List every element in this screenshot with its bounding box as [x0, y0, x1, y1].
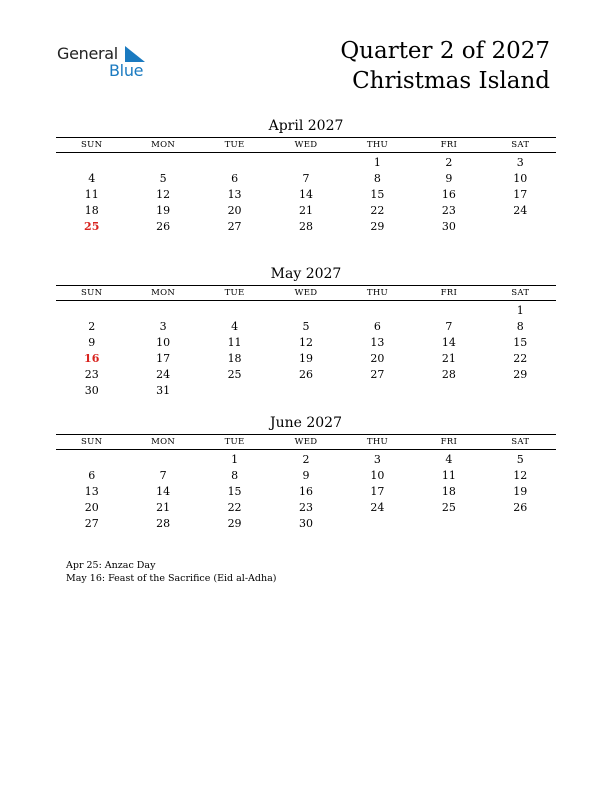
day-cell: 27 [84, 517, 99, 530]
month-may [56, 265, 556, 399]
day-cell: 20 [227, 204, 242, 217]
day-cell: 27 [370, 368, 385, 381]
day-cell: 14 [298, 188, 313, 201]
weekday-label: WED [294, 288, 318, 298]
holiday-notes [66, 559, 276, 585]
day-cell: 28 [298, 220, 313, 233]
day-cell: 3 [373, 453, 381, 466]
day-cell: 23 [441, 204, 456, 217]
day-cell: 7 [159, 469, 167, 482]
weekday-label: TUE [224, 140, 245, 150]
weekday-header [56, 285, 556, 301]
day-cell: 4 [88, 172, 96, 185]
logo-blue-text: Blue [109, 61, 144, 80]
weekday-label: SUN [81, 140, 103, 150]
day-cell: 15 [227, 485, 242, 498]
day-cell: 8 [373, 172, 381, 185]
empty-day-cell [413, 383, 484, 399]
weekday-label: WED [294, 140, 318, 150]
day-cell: 2 [302, 453, 310, 466]
day-cell: 14 [156, 485, 171, 498]
empty-day-cell [199, 155, 270, 171]
empty-day-cell [270, 155, 341, 171]
holiday-day-cell: 25 [84, 220, 100, 233]
day-cell: 18 [84, 204, 99, 217]
day-cell: 7 [302, 172, 310, 185]
day-cell: 21 [441, 352, 456, 365]
day-cell: 30 [84, 384, 99, 397]
empty-day-cell [485, 219, 556, 235]
page-title [340, 36, 550, 96]
day-cell: 5 [159, 172, 167, 185]
day-cell: 9 [88, 336, 96, 349]
empty-day-cell [127, 155, 198, 171]
day-cell: 6 [231, 172, 239, 185]
weekday-header [56, 434, 556, 450]
weekday-label: MON [151, 437, 176, 447]
logo-general-text: General [57, 44, 118, 63]
day-cell: 10 [156, 336, 171, 349]
day-cell: 30 [298, 517, 313, 530]
day-cell: 22 [227, 501, 242, 514]
weekday-label: TUE [224, 437, 245, 447]
day-cell: 10 [513, 172, 528, 185]
day-cell: 7 [445, 320, 453, 333]
day-cell: 4 [231, 320, 239, 333]
day-cell: 13 [227, 188, 242, 201]
day-grid [56, 452, 556, 532]
weekday-label: TUE [224, 288, 245, 298]
day-cell: 13 [370, 336, 385, 349]
day-cell: 16 [441, 188, 456, 201]
day-cell: 25 [227, 368, 242, 381]
title-country: Christmas Island [352, 68, 550, 94]
day-cell: 19 [513, 485, 528, 498]
day-cell: 5 [302, 320, 310, 333]
day-cell: 6 [88, 469, 96, 482]
day-cell: 14 [441, 336, 456, 349]
holiday-note: May 16: Feast of the Sacrifice (Eid al-Adha) [66, 573, 277, 584]
empty-day-cell [199, 383, 270, 399]
day-cell: 2 [445, 156, 453, 169]
day-cell: 31 [156, 384, 171, 397]
day-cell: 13 [84, 485, 99, 498]
day-cell: 20 [84, 501, 99, 514]
day-cell: 2 [88, 320, 96, 333]
day-cell: 15 [513, 336, 528, 349]
day-cell: 25 [441, 501, 456, 514]
day-cell: 12 [513, 469, 528, 482]
empty-day-cell [342, 303, 413, 319]
day-cell: 20 [370, 352, 385, 365]
day-cell: 23 [84, 368, 99, 381]
month-june [56, 414, 556, 532]
day-cell: 8 [516, 320, 524, 333]
day-cell: 21 [156, 501, 171, 514]
weekday-header [56, 137, 556, 153]
day-cell: 5 [516, 453, 524, 466]
day-cell: 28 [156, 517, 171, 530]
empty-day-cell [270, 303, 341, 319]
empty-day-cell [127, 303, 198, 319]
day-cell: 24 [513, 204, 528, 217]
empty-day-cell [56, 303, 127, 319]
day-cell: 22 [370, 204, 385, 217]
empty-day-cell [485, 383, 556, 399]
weekday-label: MON [151, 140, 176, 150]
day-cell: 17 [513, 188, 528, 201]
weekday-label: SAT [511, 288, 530, 298]
month-title: June 2027 [269, 415, 342, 431]
day-cell: 10 [370, 469, 385, 482]
weekday-label: SUN [81, 437, 103, 447]
day-cell: 27 [227, 220, 242, 233]
weekday-label: SAT [511, 437, 530, 447]
day-cell: 30 [441, 220, 456, 233]
month-april [56, 117, 556, 235]
day-cell: 1 [231, 453, 239, 466]
day-cell: 11 [441, 469, 456, 482]
day-cell: 19 [298, 352, 313, 365]
title-quarter: Quarter 2 of 2027 [340, 38, 550, 64]
weekday-label: FRI [440, 288, 458, 298]
empty-day-cell [413, 303, 484, 319]
day-cell: 17 [370, 485, 385, 498]
day-cell: 23 [298, 501, 313, 514]
day-cell: 9 [445, 172, 453, 185]
day-cell: 3 [516, 156, 524, 169]
day-cell: 22 [513, 352, 528, 365]
day-cell: 29 [513, 368, 528, 381]
holiday-day-cell: 16 [84, 352, 100, 365]
day-cell: 17 [156, 352, 171, 365]
day-cell: 24 [156, 368, 171, 381]
day-cell: 29 [227, 517, 242, 530]
day-cell: 9 [302, 469, 310, 482]
day-cell: 26 [156, 220, 171, 233]
month-title: May 2027 [270, 266, 342, 282]
day-cell: 18 [227, 352, 242, 365]
day-cell: 18 [441, 485, 456, 498]
day-grid [56, 155, 556, 235]
day-cell: 12 [156, 188, 171, 201]
month-title: April 2027 [268, 118, 344, 134]
day-cell: 3 [159, 320, 167, 333]
empty-day-cell [270, 383, 341, 399]
empty-day-cell [56, 452, 127, 468]
day-cell: 6 [373, 320, 381, 333]
weekday-label: FRI [440, 437, 458, 447]
day-cell: 8 [231, 469, 239, 482]
weekday-label: MON [151, 288, 176, 298]
day-cell: 1 [373, 156, 381, 169]
weekday-label: THU [366, 288, 388, 298]
empty-day-cell [127, 452, 198, 468]
weekday-label: THU [366, 140, 388, 150]
empty-day-cell [413, 516, 484, 532]
weekday-label: FRI [440, 140, 458, 150]
day-cell: 16 [298, 485, 313, 498]
day-cell: 26 [298, 368, 313, 381]
day-cell: 29 [370, 220, 385, 233]
holiday-note: Apr 25: Anzac Day [66, 560, 156, 571]
weekday-label: THU [366, 437, 388, 447]
day-cell: 1 [516, 304, 524, 317]
weekday-label: SUN [81, 288, 103, 298]
empty-day-cell [199, 303, 270, 319]
empty-day-cell [56, 155, 127, 171]
day-cell: 21 [298, 204, 313, 217]
logo-triangle-icon [125, 46, 145, 62]
empty-day-cell [485, 516, 556, 532]
day-cell: 11 [84, 188, 99, 201]
empty-day-cell [342, 516, 413, 532]
day-cell: 19 [156, 204, 171, 217]
generalblue-logo [57, 42, 152, 82]
day-cell: 24 [370, 501, 385, 514]
day-cell: 12 [298, 336, 313, 349]
day-cell: 15 [370, 188, 385, 201]
day-cell: 28 [441, 368, 456, 381]
day-cell: 26 [513, 501, 528, 514]
empty-day-cell [342, 383, 413, 399]
day-cell: 4 [445, 453, 453, 466]
weekday-label: SAT [511, 140, 530, 150]
weekday-label: WED [294, 437, 318, 447]
day-cell: 11 [227, 336, 242, 349]
day-grid [56, 303, 556, 399]
